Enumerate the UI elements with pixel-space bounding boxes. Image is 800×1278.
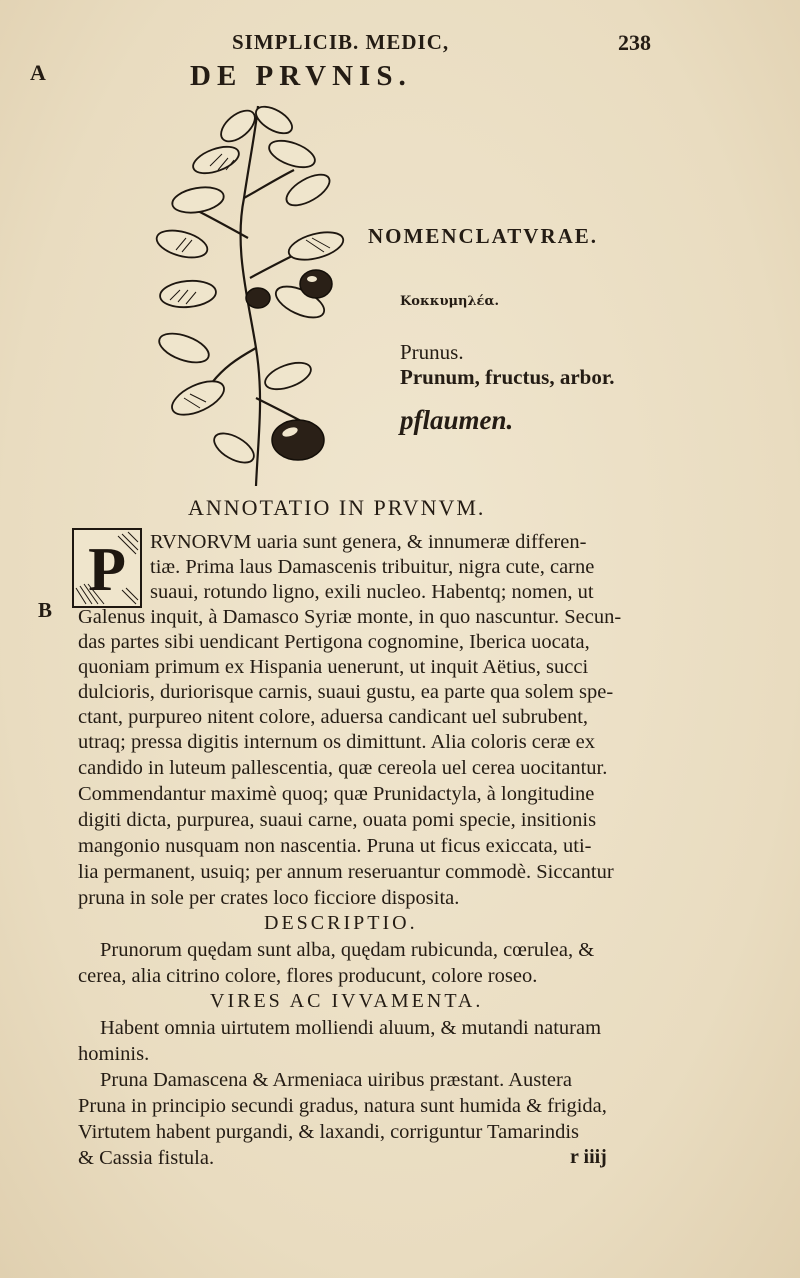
body-line: Galenus inquit, à Damasco Syriæ monte, in quo nascuntur. Secun- [78,606,622,628]
chapter-title: DE PRVNIS. [190,60,412,92]
latin-name-1: Prunus. [400,340,464,364]
body-line: RVNORVM uaria sunt genera, & innumeræ differen- [150,531,587,553]
initial-letter: P [88,536,126,604]
latin-name-2: Prunum, fructus, arbor. [400,365,615,389]
vires-line: Pruna Damascena & Armeniaca uiribus præstant. Austera [100,1069,572,1091]
german-name: pflaumen. [400,405,514,435]
body-line: tiæ. Prima laus Damascenis tribuitur, nigra cute, carne [150,556,595,578]
body-line: utraq; pressa digitis internum os dimittunt. Alia coloris ceræ ex [78,731,595,753]
vires-heading: VIRES AC IVVAMENTA. [210,990,484,1012]
vires-line: Pruna in principio secundi gradus, natura sunt humida & frigida, [78,1095,607,1117]
body-line: pruna in sole per crates loco ficciore disposita. [78,887,460,909]
descriptio-line: cerea, alia citrino colore, flores producunt, colore roseo. [78,965,538,987]
page-number: 238 [618,30,651,55]
descriptio-line: Prunorum quędam sunt alba, quędam rubicunda, cœrulea, & [100,939,595,961]
vires-line: Virtutem habent purgandi, & laxandi, corriguntur Tamarindis [78,1121,579,1143]
vires-line: Habent omnia uirtutem molliendi aluum, & mutandi naturam [100,1017,602,1039]
body-line: ctant, purpureo nitent colore, aduersa candicant uel subrubent, [78,706,589,728]
vires-line: hominis. [78,1043,150,1065]
vires-line: & Cassia fistula. [78,1147,215,1169]
running-head: SIMPLICIB. MEDIC, [232,30,450,54]
signature-mark: r iiij [570,1146,607,1168]
body-line: das partes sibi uendicant Pertigona cognomine, Iberica uocata, [78,631,590,653]
body-line: lia permanent, usuiq; per annum reseruantur commodè. Siccantur [78,861,614,883]
descriptio-heading: DESCRIPTIO. [264,912,418,934]
greek-name: Κοκκυμηλέα. [400,294,499,309]
annotation-heading: ANNOTATIO IN PRVNVM. [188,495,486,520]
body-line: digiti dicta, purpurea, suaui carne, ouata pomi specie, insitionis [78,809,597,831]
body-line: mangonio nusquam non nascentia. Pruna ut ficus exiccata, uti- [78,835,592,857]
body-line: dulcioris, duriorisque carnis, suaui gustu, ea parte qua solem spe- [78,681,614,703]
nomenclature-heading: NOMENCLATVRAE. [368,224,599,248]
plum-branch-woodcut-illustration [138,98,368,490]
body-line: quoniam primum ex Hispania uenerunt, ut inquit Aëtius, succi [78,656,589,678]
margin-letter-b: B [38,598,53,622]
body-line: Commendantur maximè quoq; quæ Prunidactyla, à longitudine [78,783,595,805]
body-line: suaui, rotundo ligno, exili nucleo. Habentq; nomen, ut [150,581,594,603]
body-line: candido in luteum pallescentia, quæ cereola uel cerea uocitantur. [78,757,608,779]
margin-letter-a: A [30,60,46,85]
decorated-initial-p [72,528,142,608]
